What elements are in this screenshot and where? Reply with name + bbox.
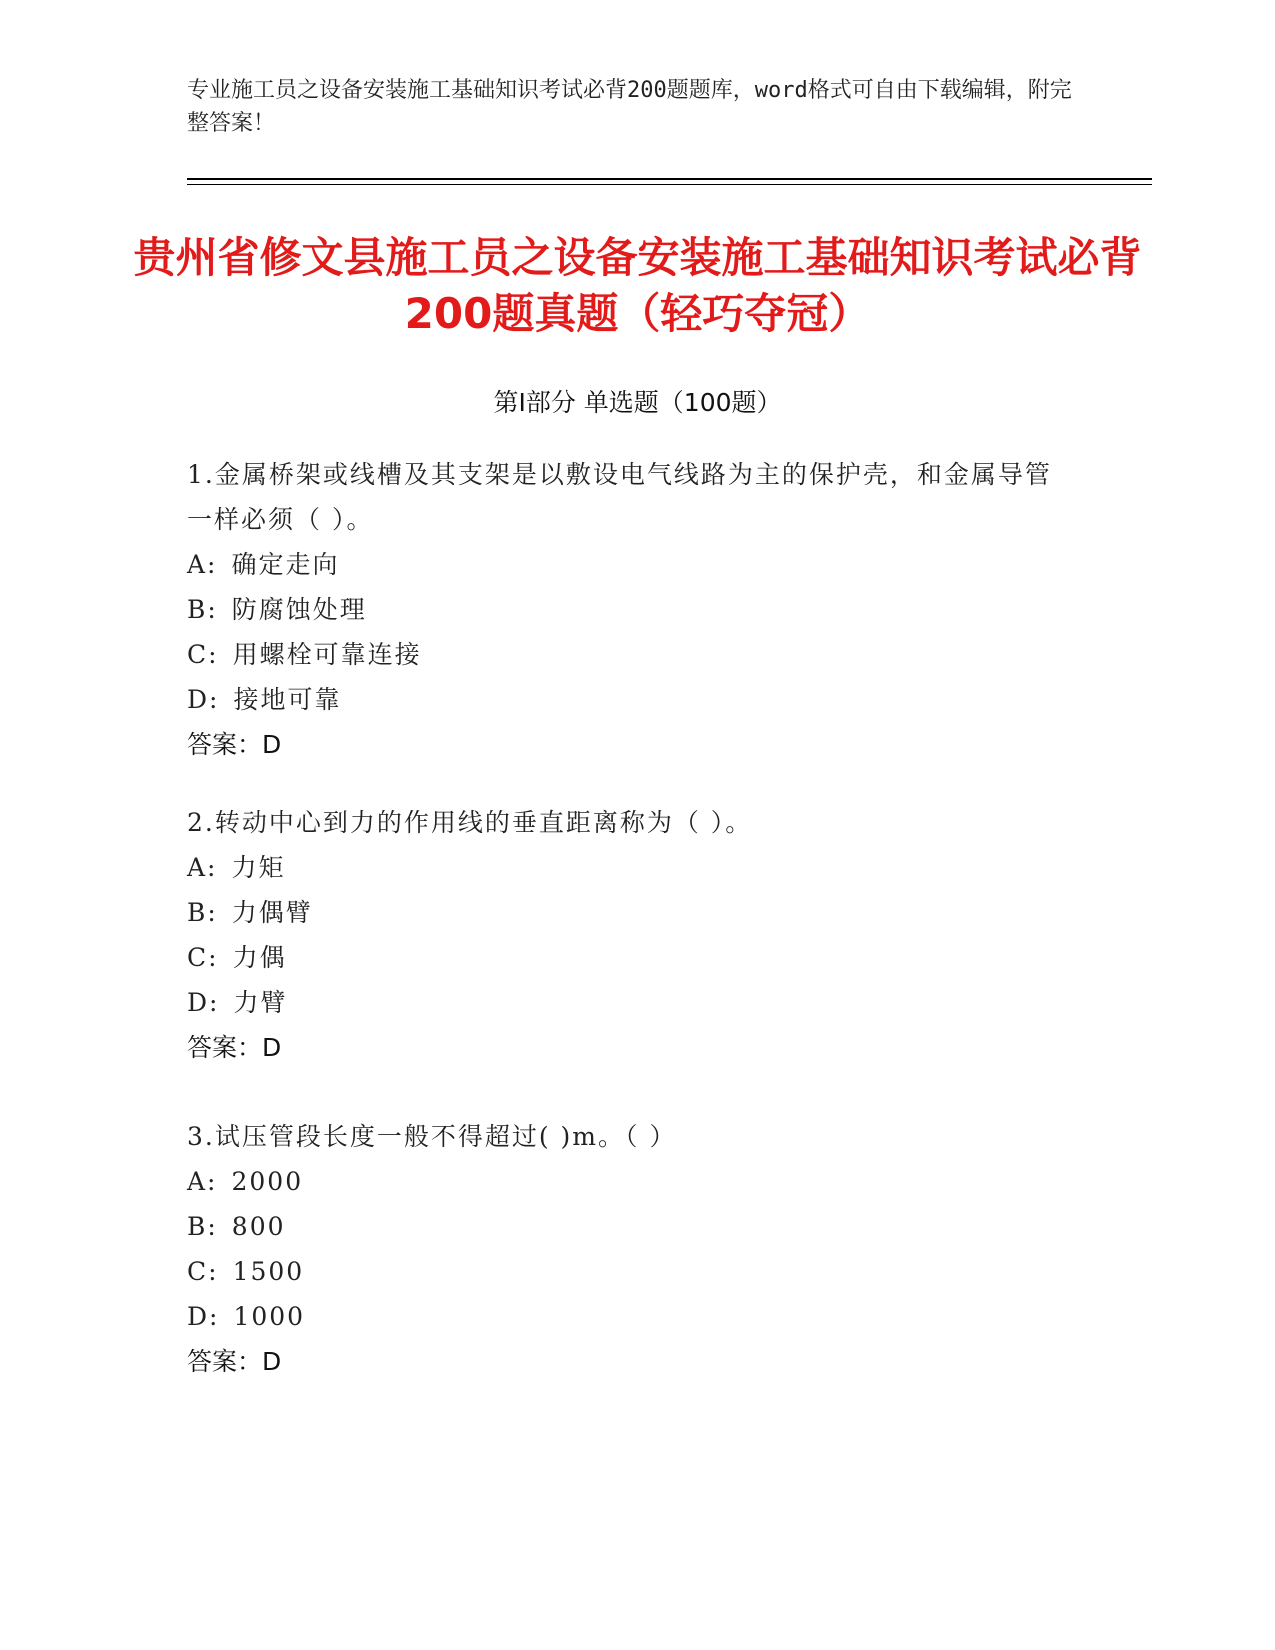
option-letter: D: <box>187 685 220 714</box>
option-text: 2000 <box>231 1167 304 1196</box>
option-a <box>187 1159 1067 1204</box>
option-text: 力臂 <box>233 988 288 1017</box>
option-letter: B: <box>187 898 218 927</box>
question-stem: 1.金属桥架或线槽及其支架是以敷设电气线路为主的保护壳，和金属导管一样必须（ ）。 <box>187 460 1052 534</box>
option-c <box>187 935 1067 980</box>
header-divider-thick <box>187 178 1152 180</box>
option-text: 力矩 <box>231 853 286 882</box>
option-text: 防腐蚀处理 <box>231 595 367 624</box>
option-d <box>187 980 1067 1025</box>
option-text: 力偶臂 <box>231 898 313 927</box>
option-c <box>187 1249 1067 1294</box>
answer-line: 答案：D <box>187 730 282 759</box>
option-letter: C: <box>187 640 219 669</box>
option-a <box>187 845 1067 890</box>
document-title: 贵州省修文县施工员之设备安装施工基础知识考试必背200题真题（轻巧夺冠） <box>133 233 1142 338</box>
option-text: 确定走向 <box>231 550 340 579</box>
answer-line: 答案：D <box>187 1033 282 1062</box>
option-b <box>187 1204 1067 1249</box>
option-b <box>187 890 1067 935</box>
option-letter: A: <box>187 550 218 579</box>
option-text: 用螺栓可靠连接 <box>232 640 422 669</box>
option-c <box>187 632 1067 677</box>
option-letter: C: <box>187 1257 219 1286</box>
option-b <box>187 587 1067 632</box>
option-letter: D: <box>187 1302 220 1331</box>
option-letter: B: <box>187 1212 218 1241</box>
option-d <box>187 1294 1067 1339</box>
option-letter: D: <box>187 988 220 1017</box>
option-a <box>187 542 1067 587</box>
question-stem: 2.转动中心到力的作用线的垂直距离称为（ ）。 <box>187 808 753 837</box>
option-d <box>187 677 1067 722</box>
option-letter: C: <box>187 943 219 972</box>
option-letter: B: <box>187 595 218 624</box>
option-text: 力偶 <box>232 943 287 972</box>
question-stem: 3.试压管段长度一般不得超过( )m。（ ） <box>187 1122 677 1151</box>
header-note: 专业施工员之设备安装施工基础知识考试必背200题题库，word格式可自由下载编辑，附完整答案！ <box>187 78 1072 136</box>
question-block <box>187 800 1067 1070</box>
option-letter: A: <box>187 853 218 882</box>
option-text: 1000 <box>233 1302 306 1331</box>
question-block <box>187 1114 1067 1384</box>
section-heading: 第I部分 单选题（100题） <box>493 388 782 417</box>
answer-line: 答案：D <box>187 1347 282 1376</box>
option-text: 1500 <box>232 1257 305 1286</box>
option-letter: A: <box>187 1167 218 1196</box>
option-text: 接地可靠 <box>233 685 342 714</box>
option-text: 800 <box>231 1212 286 1241</box>
question-block <box>187 452 1067 767</box>
header-divider-thin <box>187 184 1152 185</box>
